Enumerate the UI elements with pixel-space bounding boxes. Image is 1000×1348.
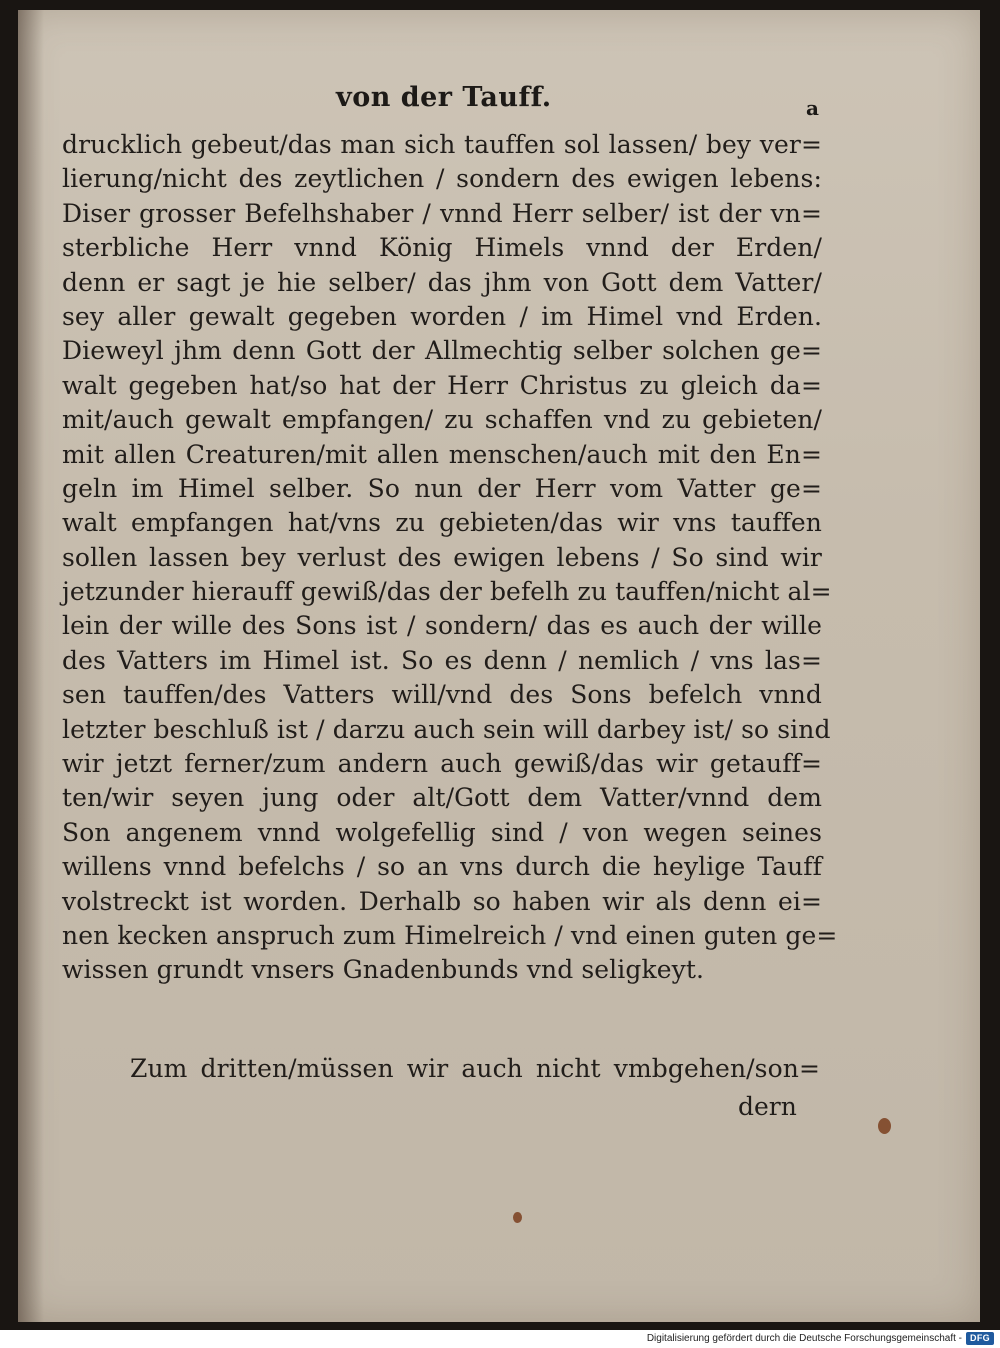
text-line: ten/wir seyen jung oder alt/Gott dem Vatter/vnnd dem <box>62 783 822 813</box>
text-line: walt gegeben hat/so hat der Herr Christus zu gleich da= <box>62 370 822 400</box>
text-line: lein der wille des Sons ist / sondern/ das es auch der wille <box>62 611 822 641</box>
text-line: lierung/nicht des zeytlichen / sondern des ewigen lebens: <box>62 164 822 194</box>
text-line: Son angenem vnnd wolgefellig sind / von wegen seines <box>62 817 822 847</box>
paper-stain <box>878 1118 891 1134</box>
page-fold-shadow <box>18 10 44 1322</box>
text-line: wir jetzt ferner/zum andern auch gewiß/das wir getauff= <box>62 749 822 779</box>
text-line: willens vnnd befelchs / so an vns durch die heylige Tauff <box>62 852 822 882</box>
text-line: sen tauffen/des Vatters will/vnd des Sons befelch vnnd <box>62 680 822 710</box>
text-line: geln im Himel selber. So nun der Herr vom Vatter ge= <box>62 473 822 503</box>
text-line: volstreckt ist worden. Derhalb so haben wir als denn ei= <box>62 886 822 916</box>
text-line: des Vatters im Himel ist. So es denn / nemlich / vns las= <box>62 645 822 675</box>
paper-stain <box>513 1212 522 1223</box>
main-text-paragraph <box>62 128 838 988</box>
text-line: denn er sagt je hie selber/ das jhm von Gott dem Vatter/ <box>62 267 822 297</box>
folio-signature: a <box>806 96 819 120</box>
text-line: walt empfangen hat/vns zu gebieten/das wir vns tauffen <box>62 508 822 538</box>
second-paragraph <box>130 1052 820 1086</box>
text-line: mit/auch gewalt empfangen/ zu schaffen vnd zu gebieten/ <box>62 405 822 435</box>
text-line: letzter beschluß ist / darzu auch sein will darbey ist/ so sind <box>62 714 831 744</box>
running-head: von der Tauff. <box>336 82 552 113</box>
text-line: sterbliche Herr vnnd König Himels vnnd der Erden/ <box>62 233 822 263</box>
catchword: dern <box>738 1092 797 1121</box>
text-line: Diser grosser Befelhshaber / vnnd Herr selber/ ist der vn= <box>62 198 822 228</box>
text-line: jetzunder hierauff gewiß/das der befelh zu tauffen/nicht al= <box>62 577 832 607</box>
text-line: Zum dritten/müssen wir auch nicht vmbgehen/son= <box>130 1054 820 1083</box>
page-header <box>0 82 1000 122</box>
text-line: nen kecken anspruch zum Himelreich / vnd einen guten ge= <box>62 920 838 950</box>
text-line: Dieweyl jhm denn Gott der Allmechtig selber solchen ge= <box>62 336 822 366</box>
text-line: drucklich gebeut/das man sich tauffen sol lassen/ bey ver= <box>62 130 822 159</box>
text-line: sollen lassen bey verlust des ewigen lebens / So sind wir <box>62 542 822 572</box>
text-line: wissen grundt vnsers Gnadenbunds vnd seligkeyt. <box>62 955 705 985</box>
funding-credit: Digitalisierung gefördert durch die Deutsche Forschungsgemeinschaft - <box>646 1333 962 1344</box>
text-line: mit allen Creaturen/mit allen menschen/auch mit den En= <box>62 439 822 469</box>
dfg-logo: DFG <box>966 1332 994 1345</box>
text-line: sey aller gewalt gegeben worden / im Himel vnd Erden. <box>62 301 822 331</box>
